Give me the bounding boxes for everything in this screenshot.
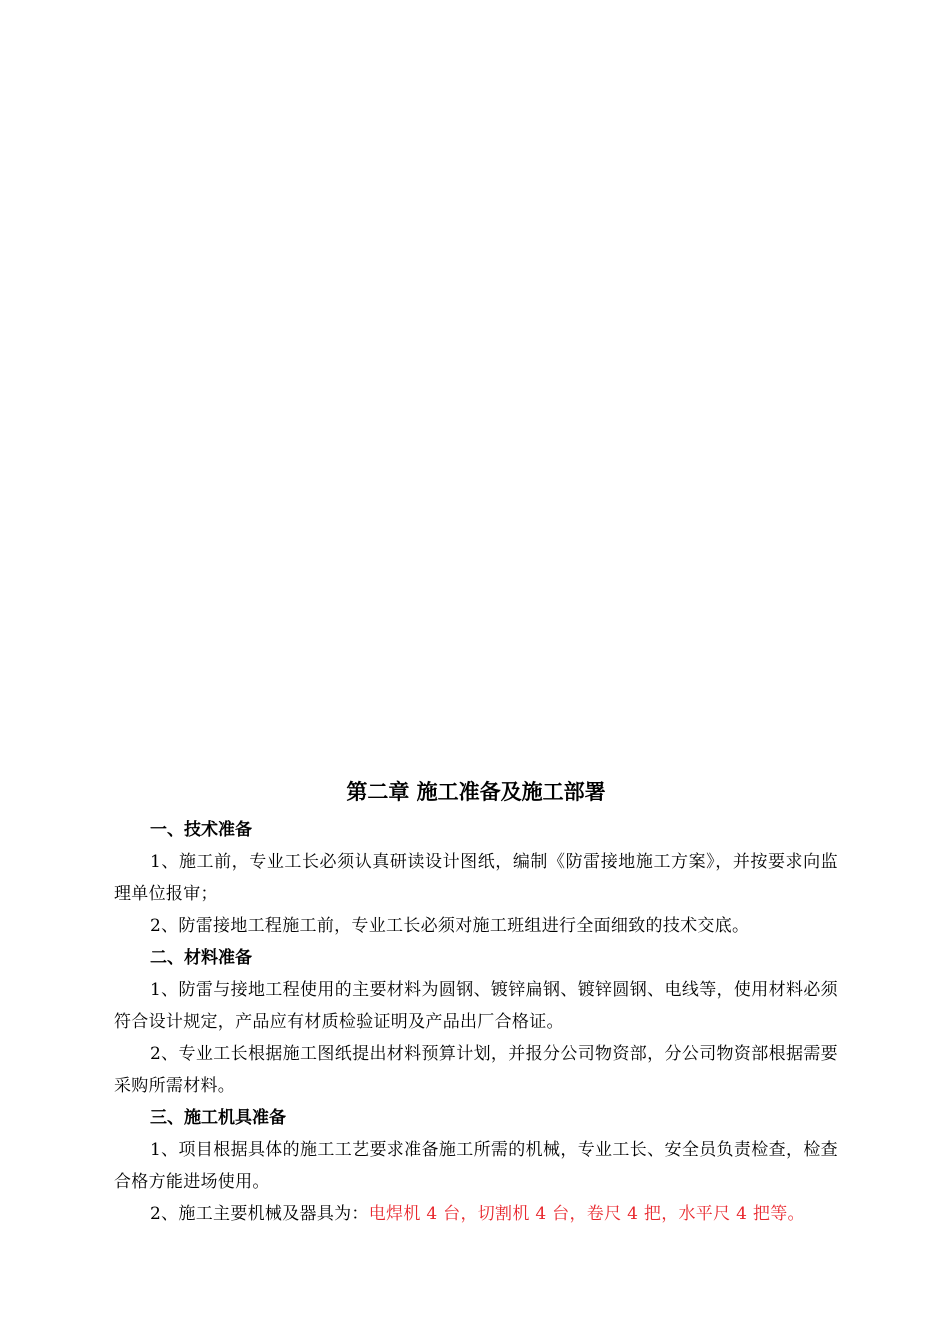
paragraph: 2、防雷接地工程施工前，专业工长必须对施工班组进行全面细致的技术交底。 [150,916,750,936]
paragraph-equipment-list [114,1198,838,1230]
section-heading: 三、施工机具准备 [150,1108,286,1128]
section-technical-prep [114,814,838,942]
paragraph: 1、项目根据具体的施工工艺要求准备施工所需的机械，专业工长、安全员负责检查，检查合格方能进场使用。 [114,1140,838,1192]
document-content [114,776,838,1230]
section-heading: 一、技术准备 [150,820,252,840]
equipment-list-prefix: 2、施工主要机械及器具为： [150,1204,369,1224]
paragraph: 1、防雷与接地工程使用的主要材料为圆钢、镀锌扁钢、镀锌圆钢、电线等，使用材料必须符合设计规定，产品应有材质检验证明及产品出厂合格证。 [114,980,838,1032]
paragraph: 1、施工前，专业工长必须认真研读设计图纸，编制《防雷接地施工方案》，并按要求向监理单位报审； [114,852,838,904]
chapter-title: 第二章 施工准备及施工部署 [346,779,606,804]
paragraph: 2、专业工长根据施工图纸提出材料预算计划，并报分公司物资部，分公司物资部根据需要采购所需材料。 [114,1044,838,1096]
equipment-list-highlight: 电焊机 4 台，切割机 4 台，卷尺 4 把，水平尺 4 把等。 [368,1204,805,1224]
section-heading: 二、材料准备 [150,948,252,968]
section-equipment-prep [114,1102,838,1230]
section-material-prep [114,942,838,1102]
